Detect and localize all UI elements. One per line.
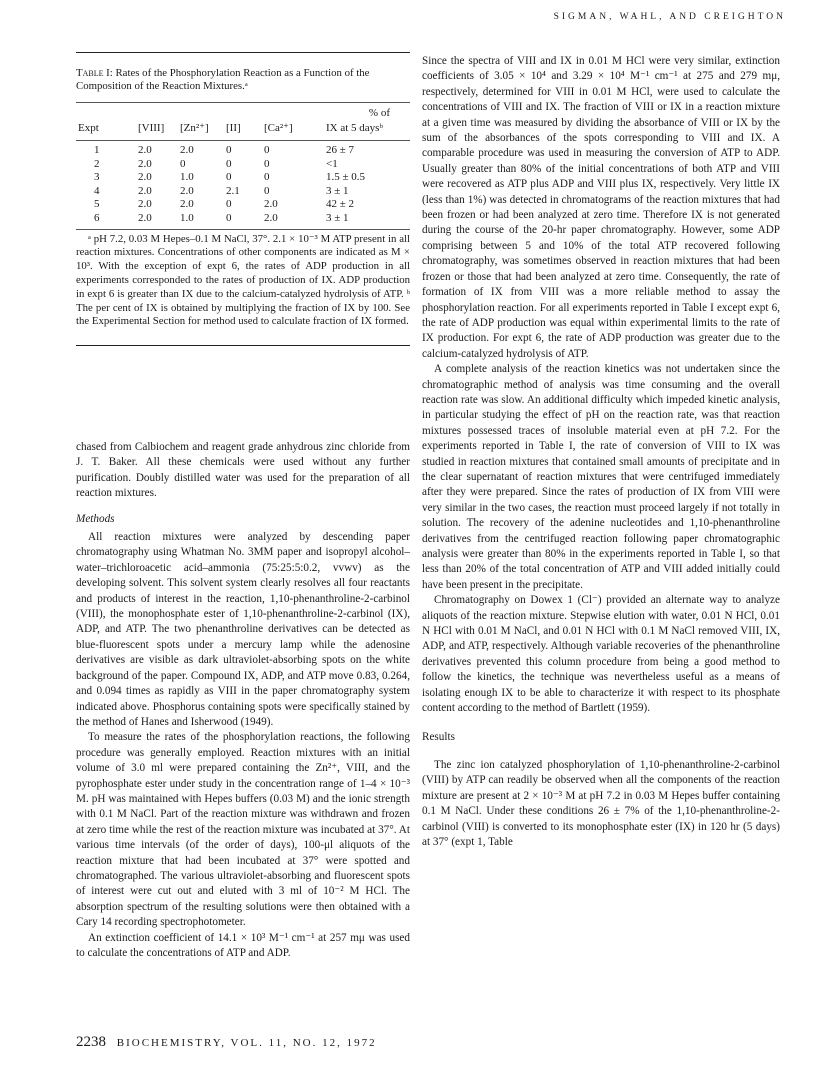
paragraph: Since the spectra of VIII and IX in 0.01 M HCl were very similar, extinction coefficients of 3.05 × 10⁴ and 3.29 × 10⁴ M⁻¹ cm⁻¹ at 275 and 279 mμ, respectively, determined for VIII in 0.01 M HCl, were used to calculate the concentrations of VIII and IX. The fraction of VIII or IX in a reaction mixture at a given time was measured by dividing the absorbance of VIII or IX by the sum of the absorbances of the spots corresponding to VIII and IX. A comparable procedure was used in measuring the conversion of ATP to ADP. Usually greater than 80% of the initial concentrations of both ATP and VIII were recovered as ATP plus ADP and VIII plus IX, respectively. Very little IX (less than 1%) was detected in chromatograms of the reaction mixtures that had been frozen or had been analyzed at zero time. Therefore IX is not generated during the course of the 20-hr paper chromatography. However, some ADP comprising between 5 and 10% of the total ATP recovered following chromatography, was sometimes observed in reaction mixtures that had been frozen or those that had been analyzed at zero time. Consequently, the rate of formation of IX from VIII was a more reliable method to assay the phosphorylation reaction. For all experiments reported in Table I except expt 6, the rate of ADP production was equal within experimental limits to the rate of IX production. For expt 6, the rate of ADP production was greater due to the calcium-catalyzed hydrolysis of ATP.: [422, 55, 780, 360]
table-end-rule: [76, 345, 410, 346]
journal-citation: BIOCHEMISTRY, VOL. 11, NO. 12, 1972: [116, 1037, 377, 1049]
col-header-viii: [VIII]: [138, 122, 165, 135]
table-block: [76, 52, 410, 346]
table-label: Table I:: [76, 67, 113, 79]
paragraph: All reaction mixtures were analyzed by descending paper chromatography using Whatman No. 3MM paper and isopropyl alcohol–water–trichloroacetic acid–ammonia (75:25:5:0.2, vvwv) as the developing solvent. This solvent system clearly resolves all four reactants and products of interest in the reaction, 1,10-phenanthroline-2-carbinol (VIII), the monophosphate ester of 1,10-phenanthroline-2-carbinol (IX), ADP, and ATP. The two phenanthroline derivatives can be detected as blue-fluorescent spots under a mercury lamp while the adenosine derivatives are visible as dark ultraviolet-absorbing spots on the white background of the paper. Compound IX, ADP, and ATP move 0.83, 0.264, and 0.094 times as rapidly as VIII in the paper chromatography system indicated above. Phosphorus containing spots were specifically stained by the method of Hanes and Isherwood (1949).: [76, 531, 410, 728]
table-bottom-rule: [76, 229, 410, 230]
col-header-zn: [Zn²⁺]: [180, 122, 209, 135]
table-top-rule: [76, 52, 410, 53]
col-header-ca: [Ca²⁺]: [264, 122, 293, 135]
page-footer: [76, 1034, 377, 1051]
paragraph: Chromatography on Dowex 1 (Cl⁻) provided an alternate way to analyze aliquots of the reaction mixture. Stepwise elution with water, 0.01 N HCl, 0.01 N HCl with 0.01 M NaCl, and 0.01 N HCl with 0.1 M NaCl removed VIII, IX, ADP, and ATP, respectively. Although variable recoveries of the phenanthroline derivatives prevented this column procedure from being a good method to follow the kinetics, the technique was nevertheless useful as a means of isolating enough IX to be able to characterize it with respect to its phosphate content according to the method of Bartlett (1959).: [422, 594, 780, 715]
section-heading-methods: Methods: [76, 512, 115, 525]
table-row: 2 2.0 0 0 0 <1: [94, 157, 338, 170]
table-row: 5 2.0 2.0 0 2.0 42 ± 2: [94, 198, 355, 211]
col-header-ix: IX at 5 daysᵇ: [326, 122, 383, 135]
pct-of-header: % of: [368, 106, 390, 119]
col-header-ii: [II]: [226, 122, 241, 135]
table-row: 6 2.0 1.0 0 2.0 3 ± 1: [94, 211, 349, 224]
table-row: 4 2.0 2.0 2.1 0 3 ± 1: [94, 184, 349, 197]
paragraph: chased from Calbiochem and reagent grade anhydrous zinc chloride from J. T. Baker. All these chemicals were used without any further purification. Doubly distilled water was used for the preparation of all reaction mixtures.: [76, 441, 410, 500]
page-number: 2238: [76, 1034, 106, 1050]
table-footnote: ᵃ pH 7.2, 0.03 M Hepes–0.1 M NaCl, 37°. 2.1 × 10⁻³ M ATP present in all reaction mixtures. Concentrations of other components are indicated as M × 10³. With the exception of expt 6, the rates of ADP production in all experiments corresponded to the rates of production of IX. ADP production in expt 6 is greater than IX due to the calcium-catalyzed hydrolysis of ATP. ᵇ The per cent of IX is obtained by multiplying the fraction of IX by 100. See the Experimental Section for method used to calculate fraction of IX formed.: [76, 232, 410, 328]
paragraph: To measure the rates of the phosphorylation reactions, the following procedure was generally employed. Reaction mixtures with an initial volume of 3.0 ml were prepared containing the Zn²⁺, VIII, and the pyrophosphate ester under study in the concentration range of 1–4 × 10⁻³ M. pH was maintained with Hepes buffers (0.03 M) and the ionic strength with 0.1 M NaCl. Part of the reaction mixture was withdrawn and frozen at zero time while the rest of the reaction mixture was incubated at 37°. At various time intervals (of the order of days), 100-μl aliquots of the reaction mixture that had been incubated at 37° were spotted and chromatographed. The various ultraviolet-absorbing and fluorescent spots of interest were cut out and eluted with 3 ml of 10⁻² M HCl. The absorption spectrum of the resulting solutions were then obtained with a Cary 14 recording spectrophotometer.: [76, 731, 410, 929]
data-table: [76, 106, 410, 229]
table-row: 3 2.0 1.0 0 0 1.5 ± 0.5: [94, 171, 366, 184]
table-caption: [76, 67, 410, 94]
running-head: SIGMAN, WAHL, AND CREIGHTON: [553, 12, 786, 22]
table-row: 1 2.0 2.0 0 0 26 ± 7: [94, 144, 355, 156]
table-head-rule: [76, 102, 410, 103]
paragraph: An extinction coefficient of 14.1 × 10³ M⁻¹ cm⁻¹ at 257 mμ was used to calculate the concentrations of ATP and ADP.: [76, 931, 410, 959]
col-header-expt: Expt: [78, 122, 99, 135]
paragraph: A complete analysis of the reaction kinetics was not undertaken since the chromatographic method of analysis was time consuming and the overall reaction rate was slow. An additional difficulty which impeded kinetic analysis, in particular studying the effect of pH on the reaction rate, was that reaction mixtures possessed traces of insoluble material even at pH 7.2. For the experiments reported in Table I, the rate of conversion of VIII to IX was studied in reaction mixtures that contained small amounts of precipitate and in the clear supernatant of reaction mixtures that were centrifuged immediately after they were prepared. Since the rates of production of IX from VIII were very similar in the two cases, the reaction must proceed largely if not totally in solution. The recovery of the adenine nucleotides and 1,10-phenanthroline derivatives from the centrifuged reaction following paper chromatographic analysis were greater than 80% in the experiments reported in Table I, so that less than 20% of the total concentration of ATP and VIII added initially could have been present in the precipitate.: [422, 363, 780, 591]
right-column-text: [422, 54, 780, 850]
section-heading-results: Results: [422, 731, 455, 744]
table-caption-text: Rates of the Phosphorylation Reaction as a Function of the Composition of the Reaction Mixtures.ᵃ: [76, 67, 370, 93]
left-column-text: [76, 440, 410, 961]
paragraph: The zinc ion catalyzed phosphorylation of 1,10-phenanthroline-2-carbinol (VIII) by ATP can readily be observed when all the components of the reaction mixture are present at 2 × 10⁻³ M at pH 7.2 in 0.03 M Hepes buffer containing 0.1 M NaCl. Under these conditions 26 ± 7% of the 1,10-phenanthroline-2-carbinol (VIII) is converted to its monophosphate ester (IX) in 120 hr (5 days) at 37° (expt 1, Table: [422, 758, 780, 848]
